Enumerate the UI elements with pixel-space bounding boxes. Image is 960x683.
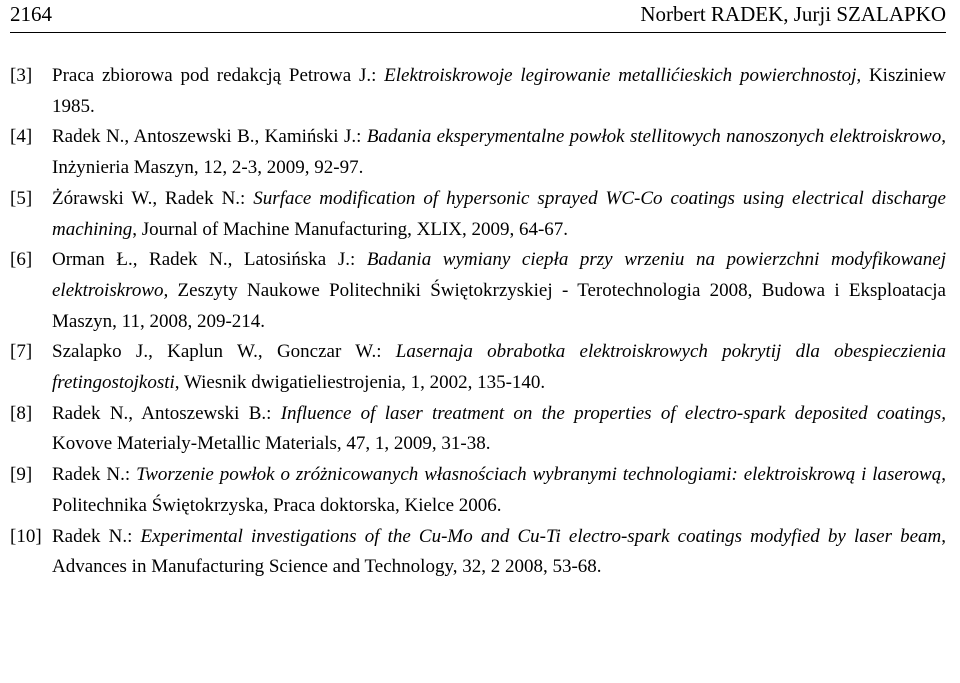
- reference-authors: Radek N., Antoszewski B., Kamiński J.:: [52, 126, 367, 148]
- reference-source: , Politechnika Świętokrzyska, Praca doktorska, Kielce 2006.: [52, 464, 946, 516]
- reference-item: [10, 460, 946, 521]
- reference-source: Kisziniew 1985.: [52, 65, 946, 117]
- reference-number: [8]: [10, 402, 33, 424]
- reference-text: [52, 337, 946, 398]
- reference-source: Kovove Materialy-Metallic Materials, 47, 1, 2009, 31-38.: [52, 433, 491, 455]
- reference-number: [3]: [10, 65, 33, 86]
- reference-source: , Wiesnik dwigatieliestrojenia, 1, 2002, 135-140.: [174, 372, 546, 394]
- page-number: 2164: [10, 2, 52, 26]
- reference-item: [10, 399, 946, 460]
- reference-item: [10, 522, 946, 583]
- reference-title: Influence of laser treatment on the properties of electro-spark deposited coatings,: [280, 402, 946, 424]
- reference-title: Badania eksperymentalne powłok stellitowych nanoszonych elektroiskrowo: [366, 126, 942, 148]
- reference-text: [52, 522, 946, 583]
- reference-source: , Journal of Machine Manufacturing, XLIX, 2009, 64-67.: [132, 218, 569, 240]
- reference-source: , Advances in Manufacturing Science and Technology, 32, 2 2008, 53-68.: [52, 525, 947, 578]
- reference-number: [10]: [10, 525, 42, 547]
- reference-item: [10, 61, 946, 122]
- reference-authors: Orman Ł., Radek N., Latosińska J.:: [52, 249, 367, 271]
- reference-item: [10, 245, 946, 337]
- reference-text: [52, 460, 946, 521]
- reference-authors: Szalapko J., Kaplun W., Gonczar W.:: [52, 341, 396, 363]
- reference-source: Zeszyty Naukowe Politechniki Świętokrzyskiej - Terotechnologia 2008, Budowa i Eksploatacja Maszyn, 11, 2008, 209-214.: [52, 279, 946, 332]
- reference-number: [5]: [10, 187, 33, 209]
- reference-authors: Praca zbiorowa pod redakcją Petrowa J.:: [52, 65, 385, 86]
- reference-authors: Radek N.:: [52, 464, 137, 486]
- reference-authors: Radek N.:: [52, 525, 141, 547]
- reference-item: [10, 184, 946, 245]
- reference-text: [52, 184, 946, 245]
- header-rule: [10, 32, 946, 33]
- reference-item: [10, 337, 946, 398]
- reference-text: [52, 399, 946, 460]
- reference-title: Tworzenie powłok o zróżnicowanych własnościach wybranymi technologiami: elektroiskrową i laserową: [136, 464, 942, 486]
- reference-text: [52, 61, 946, 122]
- reference-number: [9]: [10, 464, 33, 486]
- reference-source: , Inżynieria Maszyn, 12, 2-3, 2009, 92-97.: [52, 126, 946, 179]
- page-header: [10, 2, 946, 30]
- reference-title: Elektroiskrowoje legirowanie metallićieskich powierchnostoj,: [384, 65, 862, 86]
- reference-item: [10, 122, 946, 183]
- reference-list: [10, 61, 946, 583]
- reference-title: Surface modification of hypersonic sprayed WC-Co coatings using electrical discharge machining: [52, 187, 946, 240]
- running-head: Norbert RADEK, Jurji SZALAPKO: [640, 2, 946, 26]
- reference-title: Experimental investigations of the Cu-Mo and Cu-Ti electro-spark coatings modyfied by laser beam: [140, 525, 942, 547]
- reference-authors: Żórawski W., Radek N.:: [52, 187, 254, 209]
- reference-number: [4]: [10, 126, 33, 148]
- reference-text: [52, 122, 946, 183]
- reference-title: Lasernaja obrabotka elektroiskrowych pokrytij dla obespieczienia fretingostojkosti: [52, 341, 946, 394]
- reference-text: [52, 245, 946, 337]
- reference-number: [6]: [10, 249, 33, 271]
- reference-title: Badania wymiany ciepła przy wrzeniu na powierzchni modyfikowanej elektroiskrowo,: [52, 249, 947, 301]
- reference-number: [7]: [10, 341, 33, 363]
- reference-authors: Radek N., Antoszewski B.:: [52, 402, 281, 424]
